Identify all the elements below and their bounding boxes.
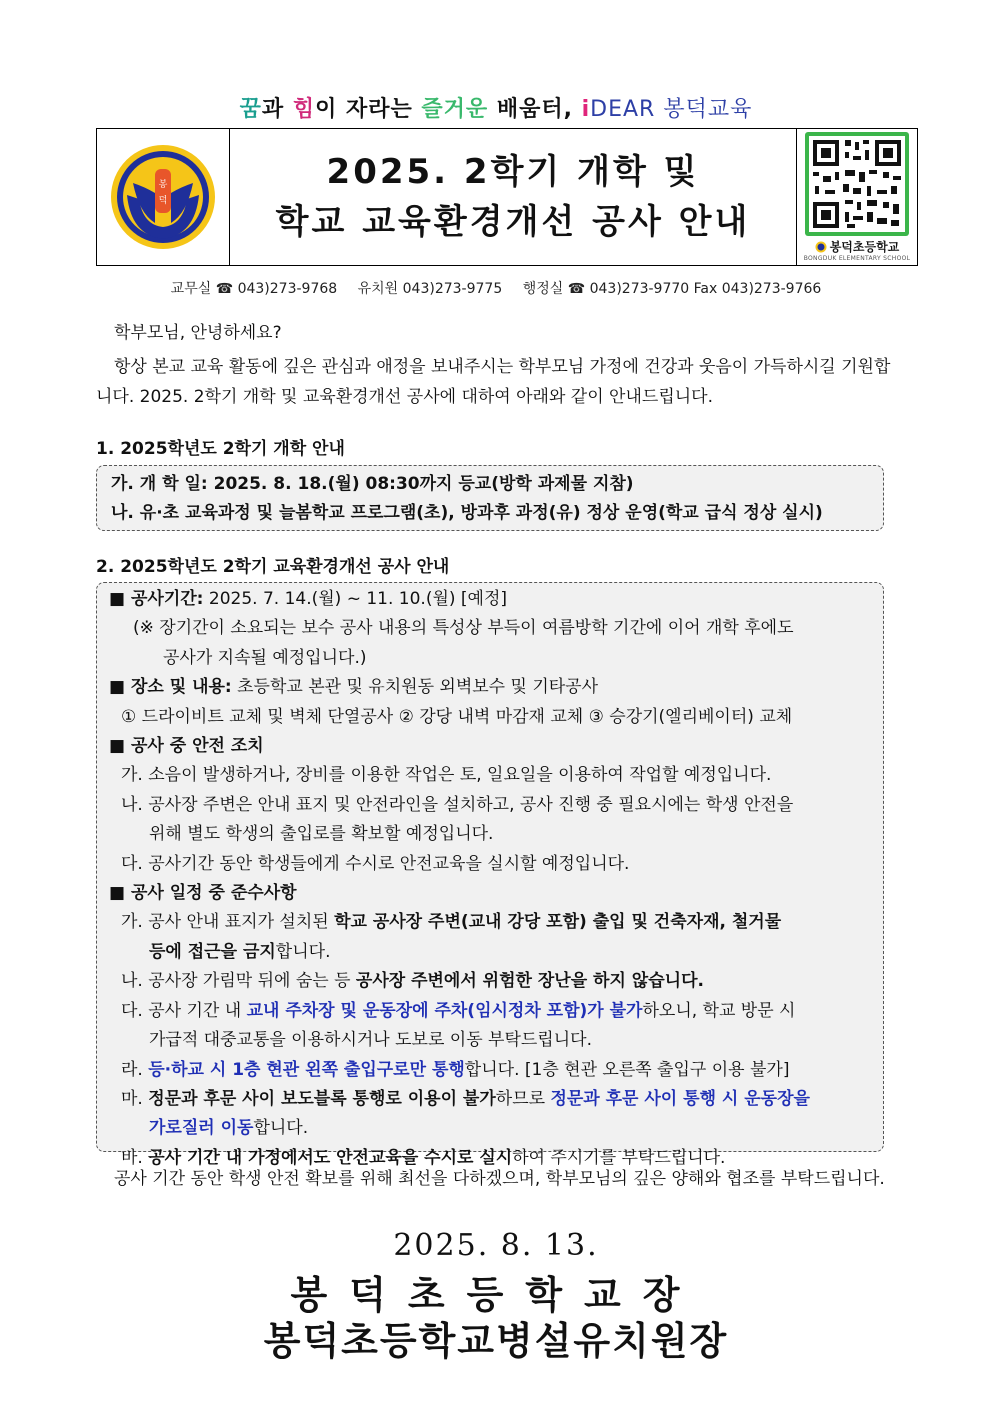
rule-a2-post: 합니다. xyxy=(275,941,331,962)
title-line-2: 학교 교육환경개선 공사 안내 xyxy=(275,202,751,242)
rule-d-blue: 등·하교 시 1층 현관 왼쪽 출입구로만 통행 xyxy=(148,1059,465,1080)
slogan-part: 이 자라는 xyxy=(315,97,422,122)
bongduk-education: 봉덕교육 xyxy=(655,97,753,122)
slogan-part: 꿈 xyxy=(239,97,262,122)
school-slogan xyxy=(0,92,992,123)
safety-b-1: 나. 공사장 주변은 안내 표지 및 안전라인을 설치하고, 공사 진행 중 필요시에는 학생 안전을 xyxy=(121,794,794,815)
place-items: ① 드라이비트 교체 및 벽체 단열공사 ② 강당 내벽 마감재 교체 ③ 승강기(엘리베이터) 교체 xyxy=(121,706,793,727)
signer-principal: 봉덕초등학교장 xyxy=(290,1272,702,1317)
safety-c: 다. 공사기간 동안 학생들에게 수시로 안전교육을 실시할 예정입니다. xyxy=(121,853,630,874)
contact-info xyxy=(0,278,992,298)
qr-caption xyxy=(815,238,900,255)
rule-b-bold: 공사장 주변에서 위험한 장난을 하지 않습니다. xyxy=(355,971,704,992)
period-value: 2025. 7. 14.(월) ~ 11. 10.(월) [예정] xyxy=(203,589,508,609)
school-emblem xyxy=(97,129,230,265)
rule-f-post: 하여 주시기를 부탁드립니다. xyxy=(512,1147,726,1168)
rule-b-pre: 나. 공사장 가림막 뒤에 숨는 등 xyxy=(121,971,356,992)
slogan-part: 힘 xyxy=(292,97,316,122)
school-mini-emblem-icon xyxy=(815,241,827,253)
qr-school-name: 봉덕초등학교 xyxy=(829,240,900,254)
rule-e2-post: 합니다. xyxy=(253,1118,309,1139)
idear-logo-i: i xyxy=(581,97,591,122)
greeting: 학부모님, 안녕하세요? xyxy=(114,323,282,343)
qr-code-icon[interactable] xyxy=(805,132,909,236)
contact-admin: 행정실 ☎ 043)273-9770 Fax 043)273-9766 xyxy=(522,281,822,297)
contact-office: 교무실 ☎ 043)273-9768 xyxy=(170,281,338,297)
slogan-part: 즐거운 xyxy=(421,97,489,122)
section1-item-a: 가. 개 학 일: 2025. 8. 18.(월) 08:30까지 등교(방학 과제물 지참) xyxy=(111,474,634,494)
idear-logo: DEAR xyxy=(590,97,656,122)
safety-b-2: 위해 별도 학생의 출입로를 확보할 예정입니다. xyxy=(149,824,494,845)
place-label: ■ 장소 및 내용: xyxy=(109,677,232,698)
safety-label: ■ 공사 중 안전 조치 xyxy=(109,736,264,757)
section1-title: 1. 2025학년도 2학기 개학 안내 xyxy=(96,439,345,459)
title-line-1: 2025. 2학기 개학 및 xyxy=(326,152,700,192)
school-emblem-icon xyxy=(109,143,217,251)
rule-a-pre: 가. 공사 안내 표지가 설치된 xyxy=(121,912,335,933)
svg-text:봉: 봉 xyxy=(158,180,168,190)
rule-c-blue: 교내 주차장 및 운동장에 주차(임시정차 포함)가 불가 xyxy=(246,1000,643,1021)
rule-d-post: 합니다. [1층 현관 오른쪽 출입구 이용 불가] xyxy=(464,1059,790,1080)
rule-d-pre: 라. xyxy=(121,1059,149,1080)
section1-item-b: 나. 유·초 교육과정 및 늘봄학교 프로그램(초), 방과후 과정(유) 정상 운영(학교 급식 정상 실시) xyxy=(111,503,823,523)
svg-text:덕: 덕 xyxy=(158,196,168,206)
rule-e-blue: 정문과 후문 사이 통행 시 운동장을 xyxy=(550,1088,810,1109)
section2-title: 2. 2025학년도 2학기 교육환경개선 공사 안내 xyxy=(96,557,450,577)
rule-e-bold: 정문과 후문 사이 보도블록 통행로 이용이 불가 xyxy=(148,1088,496,1109)
intro-body: 항상 본교 교육 활동에 깊은 관심과 애정을 보내주시는 학부모님 가정에 건강과 웃음이 가득하시길 기원합니다. 2025. 2학기 개학 및 교육환경개선 공사에 대하여 아래와 같이 안내드립니다. xyxy=(96,357,891,407)
qr-section xyxy=(797,129,917,265)
period-label: ■ 공사기간: xyxy=(109,589,204,609)
signer-kindergarten-principal: 봉덕초등학교병설유치원장 xyxy=(263,1318,729,1363)
period-note-1: (※ 장기간이 소요되는 보수 공사 내용의 특성상 부득이 여름방학 기간에 이어 개학 후에도 xyxy=(133,618,794,639)
rules-label: ■ 공사 일정 중 준수사항 xyxy=(109,883,297,904)
rule-e2-blue: 가로질러 이동 xyxy=(149,1118,254,1139)
safety-a: 가. 소음이 발생하거나, 장비를 이용한 작업은 토, 일요일을 이용하여 작업할 예정입니다. xyxy=(121,765,772,786)
rule-c-pre: 다. 공사 기간 내 xyxy=(121,1000,247,1021)
slogan-part: 배움터, xyxy=(488,97,582,122)
rule-a2-bold: 등에 접근을 금지 xyxy=(149,941,276,962)
rule-e-pre: 마. xyxy=(121,1088,149,1109)
rule-f-bold: 공사 기간 내 가정에서도 안전교육을 수시로 실시 xyxy=(148,1147,513,1168)
slogan-part: 과 xyxy=(261,97,293,122)
rule-c-2: 가급적 대중교통을 이용하시거나 도보로 이동 부탁드립니다. xyxy=(149,1030,592,1051)
rule-a-bold: 학교 공사장 주변(교내 강당 포함) 출입 및 건축자재, 철거물 xyxy=(334,912,782,933)
rule-f-pre: 바. xyxy=(121,1147,149,1168)
section1-box xyxy=(96,465,884,531)
place-value: 초등학교 본관 및 유치원동 외벽보수 및 기타공사 xyxy=(231,677,599,698)
section2-box xyxy=(96,582,884,1168)
document-date: 2025. 8. 13. xyxy=(393,1228,599,1263)
period-note-2: 공사가 지속될 예정입니다.) xyxy=(163,647,367,668)
header-box xyxy=(96,128,918,266)
contact-kindergarten: 유치원 043)273-9775 xyxy=(357,281,503,297)
document-title xyxy=(230,129,797,265)
qr-school-english: BONGDUK ELEMENTARY SCHOOL xyxy=(803,255,911,262)
rule-c-post: 하오니, 학교 방문 시 xyxy=(642,1000,796,1021)
rule-e-mid: 하므로 xyxy=(495,1088,551,1109)
closing-text: 공사 기간 동안 학생 안전 확보를 위해 최선을 다하겠으며, 학부모님의 깊은 양해와 협조를 부탁드립니다. xyxy=(114,1169,885,1189)
